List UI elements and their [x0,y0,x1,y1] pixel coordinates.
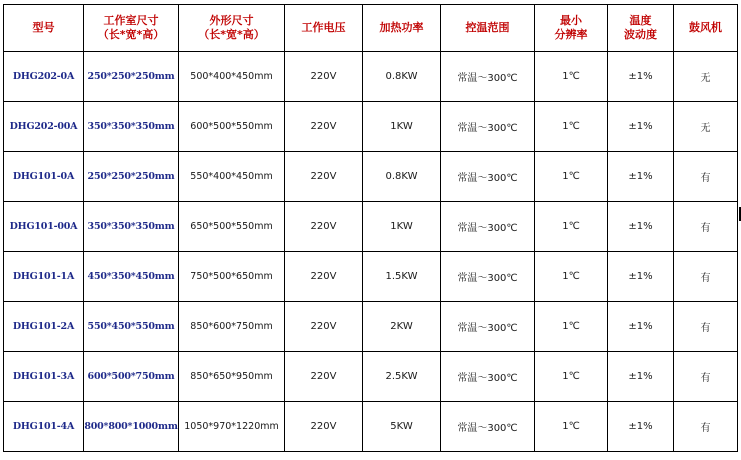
cell-model: DHG101-1A [4,252,84,302]
cell-fluctuation: ±1% [608,402,674,452]
cell-chamber-size: 250*250*250mm [84,52,179,102]
table-row [4,402,738,452]
cell-blower: 有 [674,252,738,302]
cell-blower: 无 [674,102,738,152]
cell-blower: 有 [674,402,738,452]
header-blower-label: 鼓风机 [689,21,722,34]
cell-temp-range: 常温～300℃ [441,152,535,202]
cell-outer-size: 850*600*750mm [179,302,285,352]
cell-power: 5KW [363,402,441,452]
cell-chamber-size: 450*350*450mm [84,252,179,302]
cell-power: 0.8KW [363,52,441,102]
cell-resolution: 1℃ [535,302,608,352]
cell-voltage: 220V [285,252,363,302]
cell-fluctuation: ±1% [608,152,674,202]
cell-fluctuation: ±1% [608,252,674,302]
cell-resolution: 1℃ [535,52,608,102]
cell-outer-size: 1050*970*1220mm [179,402,285,452]
cell-chamber-size: 350*350*350mm [84,202,179,252]
cell-voltage: 220V [285,352,363,402]
cell-fluctuation: ±1% [608,202,674,252]
cell-temp-range: 常温～300℃ [441,252,535,302]
table-row [4,302,738,352]
cell-temp-range: 常温～300℃ [441,102,535,152]
cell-voltage: 220V [285,102,363,152]
cell-temp-range: 常温～300℃ [441,52,535,102]
table-row [4,102,738,152]
cell-power: 2KW [363,302,441,352]
cell-power: 1KW [363,102,441,152]
table-row [4,52,738,102]
cell-chamber-size: 550*450*550mm [84,302,179,352]
cell-model: DHG101-3A [4,352,84,402]
cell-resolution: 1℃ [535,152,608,202]
header-outer-size-label: 外形尺寸 [209,14,254,27]
cell-blower: 有 [674,352,738,402]
cell-fluctuation: ±1% [608,352,674,402]
cell-model: DHG101-4A [4,402,84,452]
cell-model: DHG202-00A [4,102,84,152]
cell-power: 1KW [363,202,441,252]
header-blower [674,5,738,52]
header-chamber-size [84,5,179,52]
header-power [363,5,441,52]
cell-voltage: 220V [285,202,363,252]
cell-power: 0.8KW [363,152,441,202]
cell-chamber-size: 350*350*350mm [84,102,179,152]
cell-voltage: 220V [285,52,363,102]
cell-model: DHG101-2A [4,302,84,352]
header-model-label: 型号 [32,21,55,34]
header-voltage [285,5,363,52]
cell-outer-size: 650*500*550mm [179,202,285,252]
table-row [4,152,738,202]
cell-voltage: 220V [285,152,363,202]
header-resolution-label: 最小 [560,14,582,27]
cell-power: 1.5KW [363,252,441,302]
cell-model: DHG202-0A [4,52,84,102]
header-outer-size [179,5,285,52]
header-temp-range-label: 控温范围 [465,21,510,34]
cell-temp-range: 常温～300℃ [441,352,535,402]
cell-blower: 有 [674,302,738,352]
cell-chamber-size: 800*800*1000mm [84,402,179,452]
cell-outer-size: 750*500*650mm [179,252,285,302]
cell-resolution: 1℃ [535,402,608,452]
header-model [4,5,84,52]
header-fluctuation-label: 温度 [629,14,652,27]
table-row [4,352,738,402]
cell-temp-range: 常温～300℃ [441,402,535,452]
cell-temp-range: 常温～300℃ [441,302,535,352]
table-row [4,202,738,252]
cell-power: 2.5KW [363,352,441,402]
cell-resolution: 1℃ [535,252,608,302]
cell-temp-range: 常温～300℃ [441,202,535,252]
spec-table-wrapper [3,4,738,452]
cell-resolution: 1℃ [535,102,608,152]
header-fluctuation [608,5,674,52]
header-chamber-size-sub: （长*宽*高） [97,28,165,41]
header-row [4,5,738,52]
header-power-label: 加热功率 [379,21,424,34]
cell-model: DHG101-00A [4,202,84,252]
cell-blower: 有 [674,152,738,202]
spec-table [3,4,738,452]
cell-fluctuation: ±1% [608,102,674,152]
cell-outer-size: 550*400*450mm [179,152,285,202]
cell-resolution: 1℃ [535,202,608,252]
header-temp-range [441,5,535,52]
cell-outer-size: 500*400*450mm [179,52,285,102]
cell-outer-size: 600*500*550mm [179,102,285,152]
cell-outer-size: 850*650*950mm [179,352,285,402]
cell-chamber-size: 250*250*250mm [84,152,179,202]
header-resolution-sub: 分辨率 [554,28,588,41]
header-outer-size-sub: （长*宽*高） [198,28,265,41]
cell-model: DHG101-0A [4,152,84,202]
header-fluctuation-sub: 波动度 [624,28,657,41]
cell-resolution: 1℃ [535,352,608,402]
cell-chamber-size: 600*500*750mm [84,352,179,402]
cell-fluctuation: ±1% [608,302,674,352]
header-voltage-label: 工作电压 [301,21,346,34]
cell-blower: 无 [674,52,738,102]
table-row [4,252,738,302]
header-resolution [535,5,608,52]
cell-fluctuation: ±1% [608,52,674,102]
header-chamber-size-label: 工作室尺寸 [103,14,159,27]
cell-blower: 有 [674,202,738,252]
cell-voltage: 220V [285,402,363,452]
cell-voltage: 220V [285,302,363,352]
